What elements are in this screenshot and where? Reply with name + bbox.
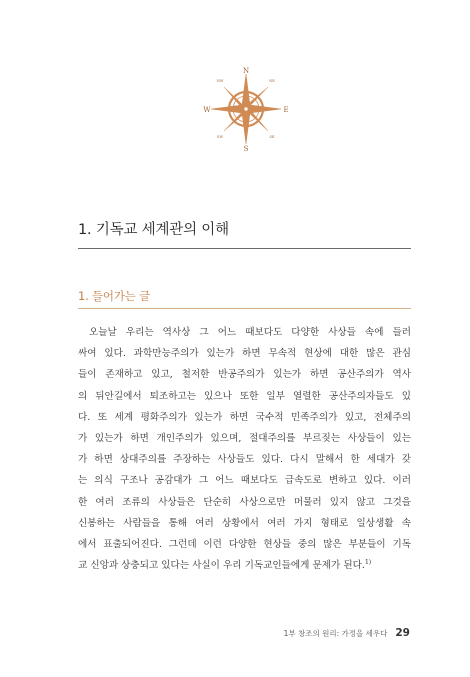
body-line: 신봉하는 사람들을 통해 여러 상황에서 여러 가지 형태로 일상생활 속	[78, 517, 411, 529]
chapter-divider	[78, 248, 411, 249]
compass-rose-graphic	[203, 66, 289, 152]
body-line: 오늘날 우리는 역사상 그 어느 때보다도 다양한 사상들 속에 들러	[89, 327, 411, 338]
section-title: 1. 들어가는 글	[78, 289, 151, 303]
body-line: 다. 또 세계 평화주의가 있는가 하면 국수적 민족주의가 있고, 전체주의	[78, 411, 411, 423]
compass-sw-label: SW	[216, 135, 224, 139]
body-line: 가 하면 상대주의를 주장하는 사상들도 있다. 다시 말해서 한 세대가 갖	[78, 454, 411, 466]
body-line-text: 교 신앙과 상충되고 있다는 사실이 우리 기독교인들에게 문제가 된다.	[78, 560, 365, 572]
body-line: 의 뒤안길에서 퇴조하고는 있으나 또한 일부 열렬한 공산주의자들도 있	[78, 390, 411, 402]
footnote-reference[interactable]: 1)	[364, 558, 372, 566]
compass-rose-icon	[203, 66, 289, 152]
running-head: 1부 창조의 원리: 가정을 세우다	[283, 629, 388, 638]
body-line: 들이 존재하고 있고, 철저한 반공주의가 있는가 하면 공산주의가 역사	[78, 369, 411, 381]
body-paragraph	[78, 322, 411, 576]
compass-n-label: N	[242, 67, 250, 75]
page-number: 29	[395, 627, 410, 639]
section-divider	[78, 308, 411, 309]
body-line: 싸여 있다. 과학만능주의가 있는가 하면 무속적 현상에 대한 많은 관심	[78, 348, 411, 360]
body-line: 는 의식 구조나 공감대가 그 어느 때보다도 급속도로 변하고 있다. 이러	[78, 475, 411, 487]
compass-s-label: S	[243, 145, 249, 152]
chapter-title: 1. 기독교 세계관의 이해	[78, 222, 229, 238]
compass-w-label: W	[203, 106, 211, 114]
body-line-last	[78, 555, 411, 576]
page-footer	[284, 627, 410, 639]
body-line: 에서 표출되어진다. 그런데 이런 다양한 현상들 중의 많은 부분들이 기독	[78, 538, 411, 550]
body-line: 가 있는가 하면 개인주의가 있으며, 절대주의를 부르짖는 사상들이 있는	[78, 432, 411, 444]
compass-e-label: E	[283, 106, 289, 114]
compass-ne-label: NE	[269, 79, 275, 83]
body-line: 한 여러 조류의 사상들은 단순히 사상으로만 머물러 있지 않고 그것을	[78, 496, 411, 508]
compass-se-label: SE	[269, 135, 275, 139]
compass-nw-label: NW	[216, 79, 224, 83]
